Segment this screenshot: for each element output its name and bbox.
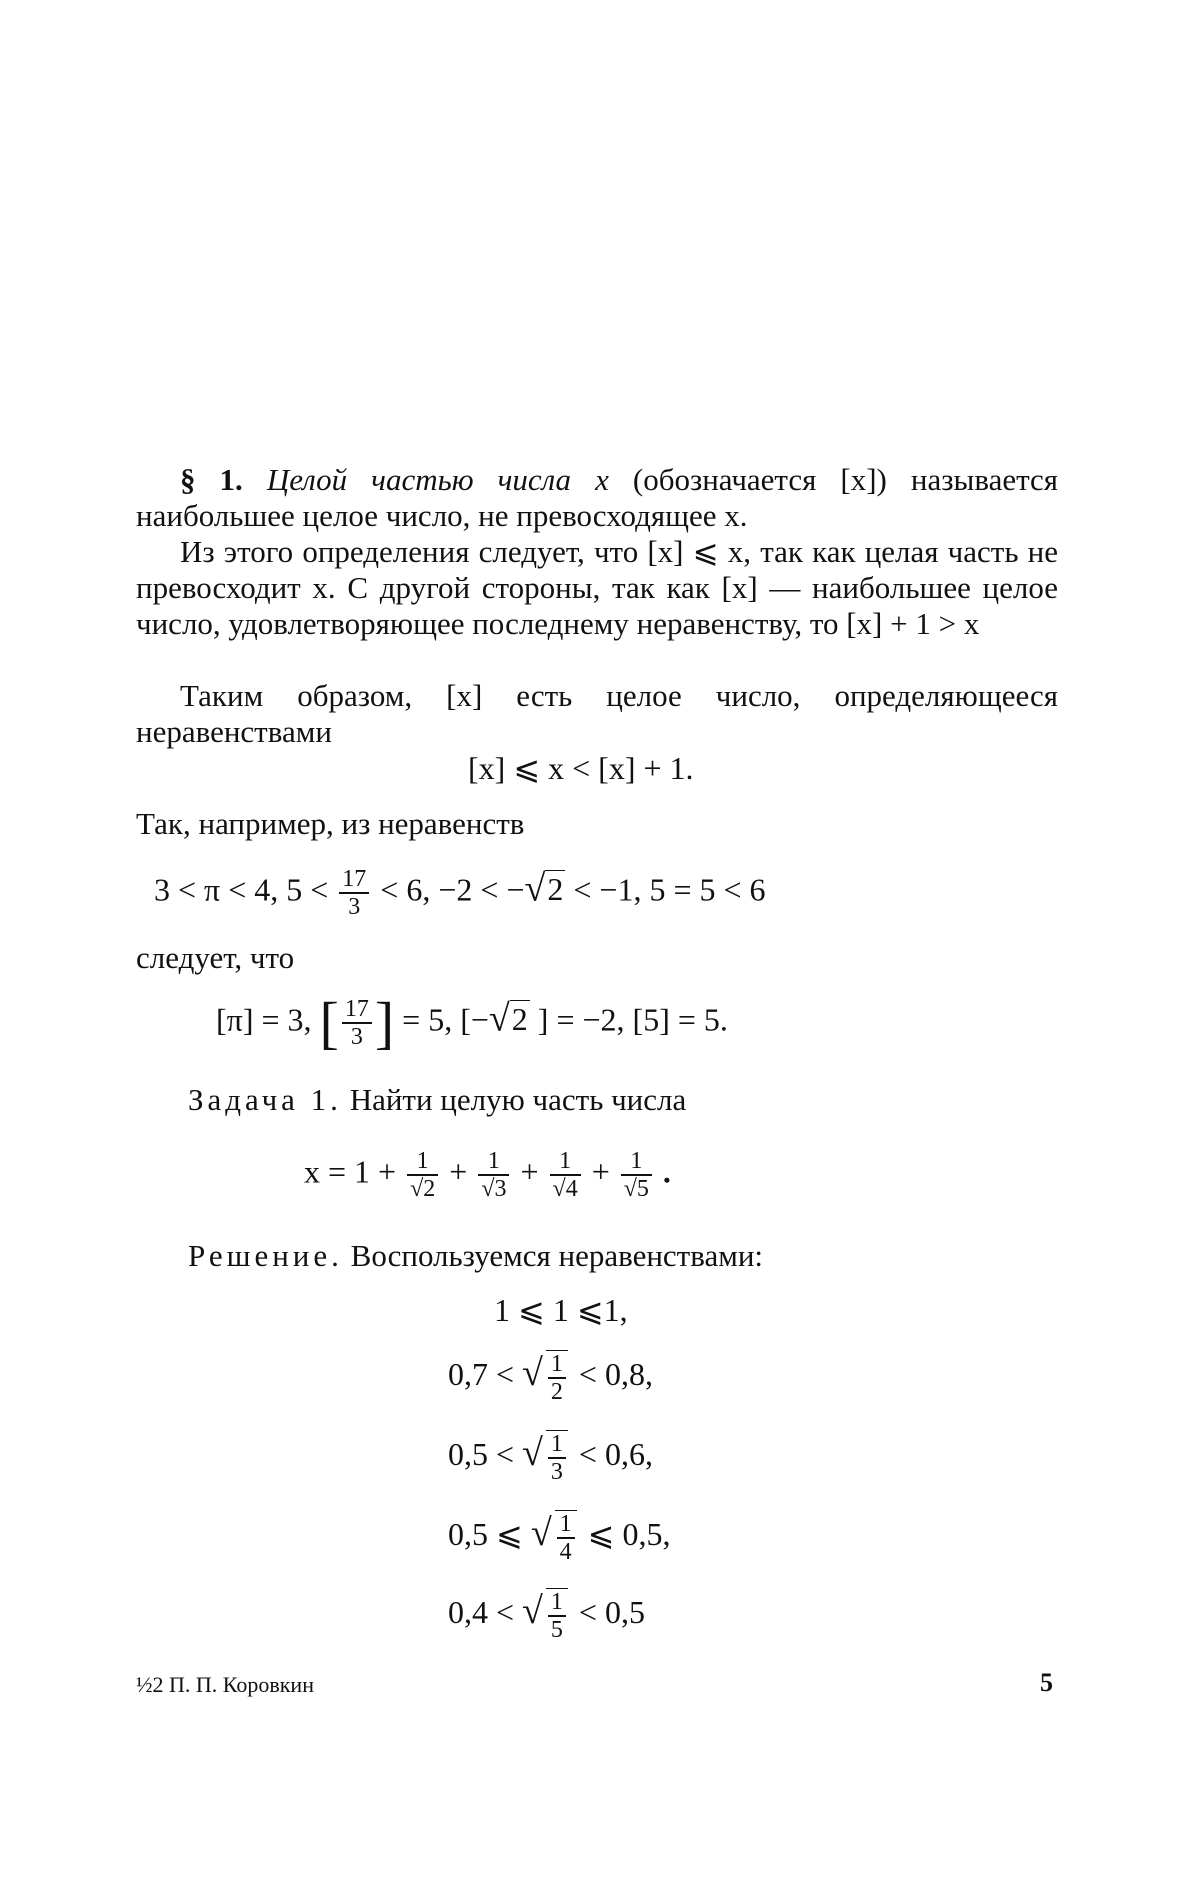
result-part-b: = 5, [−: [402, 1001, 489, 1038]
term-1: $\frac{1}{√2}$: [407, 1148, 438, 1202]
example-part-a: 3 < π < 4, 5 <: [154, 871, 329, 908]
right-bracket: ]: [374, 990, 395, 1055]
conclusion-paragraph: Таким образом, [x] есть целое число, определяющееся неравенствами: [136, 678, 1058, 749]
example-inequalities: [154, 866, 766, 920]
result-fraction: [342, 996, 372, 1050]
radical-sign: √: [522, 1431, 543, 1474]
task-text: Найти целую часть числа: [349, 1082, 687, 1117]
radical-sign: √: [522, 1351, 543, 1394]
radical-sign: √: [530, 1511, 552, 1554]
definition-text: (обозначается [x]) называется наибольшее целое число, не превосходящее x.: [136, 462, 1059, 533]
solution-text: Воспользуемся неравенствами:: [350, 1238, 764, 1273]
consequence-paragraph: Из этого определения следует, что [x] ⩽ x, так как целая часть не превосходит x. С другой стороны, так как [x] — наибольшее целое число, удовлетворяющее последнему неравенству, то [x] + 1 > x: [136, 534, 1058, 641]
radicand: 2: [511, 1001, 528, 1038]
fraction-numerator: 17: [344, 996, 369, 1022]
fraction-denominator: 3: [342, 1022, 372, 1050]
root-fraction: $\frac{1}{2}$: [546, 1350, 568, 1405]
task-formula: x = 1 + $\frac{1}{√2}$ + $\frac{1}{√3}$ + $\frac{1}{√4}$ + $\frac{1}{√5}$ .: [304, 1148, 671, 1202]
definition-paragraph: [136, 462, 1058, 534]
example-part-b: < 6, −2 < −: [380, 871, 525, 908]
fraction-denominator: 3: [339, 892, 369, 920]
example-fraction: [339, 866, 369, 920]
solution-row-3: 0,5 < √ $\frac{1}{3}$ < 0,6,: [448, 1431, 653, 1485]
follows-text: следует, что: [136, 940, 295, 975]
term-4: $\frac{1}{√5}$: [621, 1148, 652, 1202]
section-mark: § 1.: [180, 462, 243, 497]
result-part-a: [π] = 3,: [216, 1001, 312, 1038]
term-2: $\frac{1}{√3}$: [478, 1148, 509, 1202]
integer-part-results: [216, 990, 728, 1055]
solution-row-2: 0,7 < √ $\frac{1}{2}$ < 0,8,: [448, 1351, 653, 1405]
example-part-c: < −1, 5 = 5 < 6: [573, 871, 766, 908]
solution-row-5: 0,4 < √ $\frac{1}{5}$ < 0,5: [448, 1589, 645, 1643]
left-bracket: [: [319, 990, 339, 1055]
defined-term: Целой частью числа x: [266, 462, 609, 497]
solution-label: Решение.: [188, 1238, 343, 1273]
task-label: Задача 1.: [188, 1082, 342, 1117]
solution-row-4: 0,5 ⩽ √ $\frac{1}{4}$ ⩽ 0,5,: [448, 1511, 671, 1565]
radical-sign: √: [524, 867, 546, 910]
example-intro: Так, например, из неравенств: [136, 806, 525, 841]
formula-lhs: x = 1 +: [304, 1153, 397, 1190]
solution-statement: [188, 1238, 763, 1274]
result-part-c: ] = −2, [5] = 5.: [537, 1001, 728, 1038]
root-fraction: $\frac{1}{4}$: [555, 1510, 577, 1565]
radical-sign: √: [488, 997, 510, 1040]
root-fraction: $\frac{1}{5}$: [546, 1588, 568, 1643]
signature-mark: ½2 П. П. Коровкин: [136, 1672, 314, 1697]
solution-row-1: 1 ⩽ 1 ⩽1,: [494, 1292, 628, 1328]
main-inequality: [x] ⩽ x < [x] + 1.: [468, 750, 694, 786]
task-statement: [188, 1082, 686, 1118]
fraction-numerator: 17: [342, 866, 367, 892]
root-fraction: $\frac{1}{3}$: [546, 1430, 568, 1485]
page-number: 5: [1040, 1668, 1053, 1697]
term-3: $\frac{1}{√4}$: [550, 1148, 581, 1202]
radical-sign: √: [522, 1589, 543, 1632]
radicand: 2: [547, 871, 564, 908]
